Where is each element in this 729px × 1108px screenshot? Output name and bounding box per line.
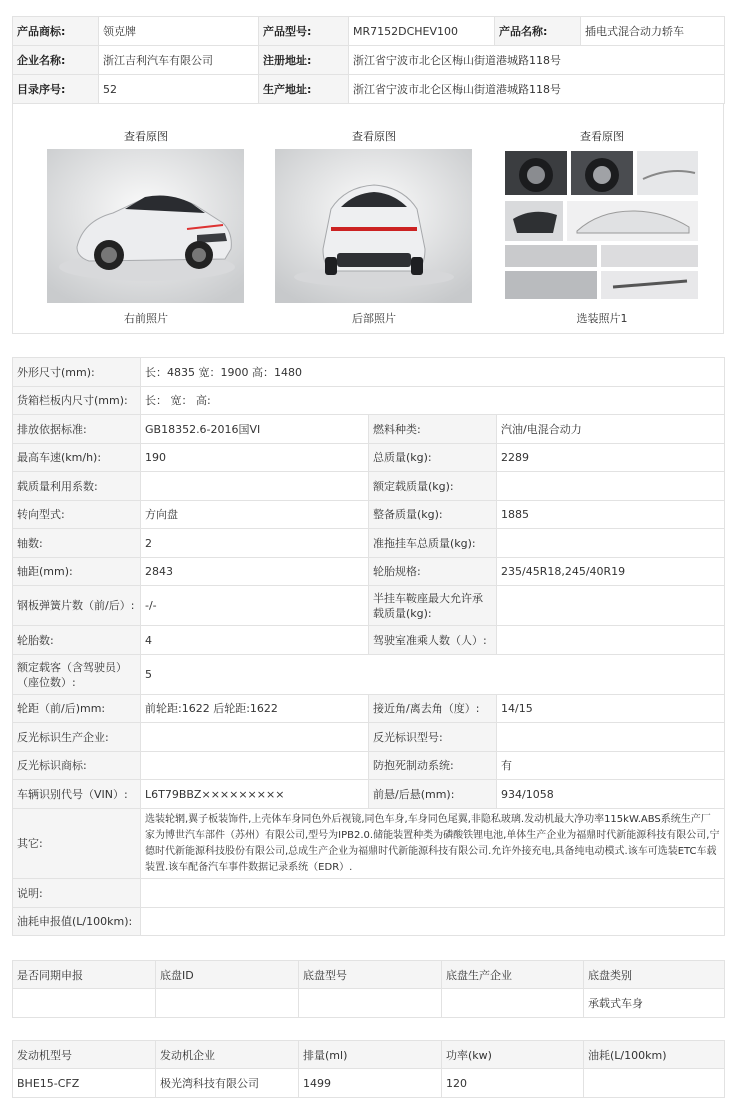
rear-image[interactable] (275, 149, 472, 303)
note-label: 说明: (13, 879, 141, 908)
dims-value: 长：4835 宽：1900 高：1480 (141, 358, 725, 387)
fuel-type-value: 汽油/电混合动力 (497, 415, 725, 444)
catalog-value: 52 (99, 75, 259, 104)
fuel-consumption-value (141, 908, 725, 936)
chassis-header-cell: 是否同期申报 (13, 961, 156, 989)
other-value: 选装轮辋,翼子板装饰件,上壳体车身同色外后视镜,同色车身,车身同色尾翼,非隐私玻璃.发动机最大净功率115kW.ABS系统生产厂家为博世汽车部件（苏州）有限公司,型号为IPB2.0.储能装置种类为磷酸铁锂电池,单体生产企业为福鼎时代新能源科技有限公司,宁德时代新能源科技股份有限公司,总成生产企业为福鼎时代新能源科技有限公司.允许外接充电,具备纯电动模式.该车可选装ETC车载装置.该车配备汽车事件数据记录系统（EDR）. (141, 809, 725, 879)
engine-header-cell: 排量(ml) (299, 1041, 442, 1069)
photo-front (46, 103, 246, 333)
company-label: 企业名称: (13, 46, 99, 75)
chassis-header-cell: 底盘生产企业 (442, 961, 584, 989)
options-caption: 选装照片1 (576, 312, 628, 325)
wheelbase-label: 轴距(mm): (13, 558, 141, 586)
rear-caption: 后部照片 (352, 312, 396, 325)
photo-rear (274, 103, 474, 333)
prod-address-value: 浙江省宁波市北仑区梅山街道港城路118号 (349, 75, 725, 104)
chassis-cell (299, 989, 442, 1018)
product-name-label: 产品名称: (495, 17, 581, 46)
fuel-consumption-label: 油耗申报值(L/100km): (13, 908, 141, 936)
load-util-value (141, 472, 369, 501)
reflector-model-label: 反光标识型号: (369, 723, 497, 752)
seats-label: 额定载客（含驾驶员）（座位数）: (13, 655, 141, 695)
company-value: 浙江吉利汽车有限公司 (99, 46, 259, 75)
chassis-header-cell: 底盘类别 (584, 961, 725, 989)
overhang-value: 934/1058 (497, 780, 725, 809)
tire-spec-value: 235/45R18,245/40R19 (497, 558, 725, 586)
engine-displacement-cell: 1499 (299, 1069, 442, 1098)
springs-value: -/- (141, 586, 369, 626)
chassis-header-cell: 底盘ID (156, 961, 299, 989)
reflector-maker-label: 反光标识生产企业: (13, 723, 141, 752)
spec-table (12, 357, 725, 936)
front-right-image[interactable] (47, 149, 244, 303)
prod-address-label: 生产地址: (259, 75, 349, 104)
max-speed-value: 190 (141, 444, 369, 472)
angles-label: 接近角/离去角（度）: (369, 695, 497, 723)
engine-power-cell: 120 (442, 1069, 584, 1098)
reflector-model-value (497, 723, 725, 752)
vin-label: 车辆识别代号（VIN）: (13, 780, 141, 809)
rated-load-label: 额定载质量(kg): (369, 472, 497, 501)
engine-header-cell: 发动机企业 (156, 1041, 299, 1069)
brand-label: 产品商标: (13, 17, 99, 46)
saddle-load-label: 半挂车鞍座最大允许承载质量(kg): (369, 586, 497, 626)
abs-label: 防抱死制动系统: (369, 752, 497, 780)
chassis-table (12, 960, 725, 1018)
saddle-load-value (497, 586, 725, 626)
chassis-cell (13, 989, 156, 1018)
front-right-caption: 右前照片 (124, 312, 168, 325)
engine-header-cell: 功率(kw) (442, 1041, 584, 1069)
catalog-label: 目录序号: (13, 75, 99, 104)
seats-value: 5 (141, 655, 725, 695)
engine-fuel-cell (584, 1069, 725, 1098)
chassis-header-cell: 底盘型号 (299, 961, 442, 989)
track-label: 轮距（前/后)mm: (13, 695, 141, 723)
total-mass-label: 总质量(kg): (369, 444, 497, 472)
cab-capacity-label: 驾驶室准乘人数（人）: (369, 626, 497, 655)
steering-label: 转向型式: (13, 501, 141, 529)
emission-value: GB18352.6-2016国VI (141, 415, 369, 444)
springs-label: 钢板弹簧片数（前/后）: (13, 586, 141, 626)
trailer-mass-label: 准拖挂车总质量(kg): (369, 529, 497, 558)
basic-info-table (12, 16, 725, 104)
cargo-value: 长： 宽： 高: (141, 387, 725, 415)
abs-value: 有 (497, 752, 725, 780)
model-value: MR7152DCHEV100 (349, 17, 495, 46)
axles-label: 轴数: (13, 529, 141, 558)
brand-value: 领克牌 (99, 17, 259, 46)
wheelbase-value: 2843 (141, 558, 369, 586)
axles-value: 2 (141, 529, 369, 558)
overhang-label: 前悬/后悬(mm): (369, 780, 497, 809)
engine-table (12, 1040, 725, 1098)
chassis-cell (156, 989, 299, 1018)
product-name-value: 插电式混合动力轿车 (581, 17, 725, 46)
rated-load-value (497, 472, 725, 501)
tire-count-label: 轮胎数: (13, 626, 141, 655)
track-value: 前轮距:1622 后轮距:1622 (141, 695, 369, 723)
view-original-link[interactable]: 查看原图 (124, 130, 168, 143)
steering-value: 方向盘 (141, 501, 369, 529)
reflector-brand-label: 反光标识商标: (13, 752, 141, 780)
curb-mass-label: 整备质量(kg): (369, 501, 497, 529)
vin-value: L6T79BBZ××××××××× (141, 780, 369, 809)
reg-address-label: 注册地址: (259, 46, 349, 75)
fuel-type-label: 燃料种类: (369, 415, 497, 444)
note-value (141, 879, 725, 908)
engine-header-cell: 油耗(L/100km) (584, 1041, 725, 1069)
chassis-cell: 承载式车身 (584, 989, 725, 1018)
max-speed-label: 最高车速(km/h): (13, 444, 141, 472)
model-label: 产品型号: (259, 17, 349, 46)
total-mass-value: 2289 (497, 444, 725, 472)
reflector-maker-value (141, 723, 369, 752)
dims-label: 外形尺寸(mm): (13, 358, 141, 387)
chassis-cell (442, 989, 584, 1018)
angles-value: 14/15 (497, 695, 725, 723)
view-original-link[interactable]: 查看原图 (352, 130, 396, 143)
photo-panel (12, 103, 724, 334)
tire-count-value: 4 (141, 626, 369, 655)
cab-capacity-value (497, 626, 725, 655)
photo-options (502, 103, 702, 333)
curb-mass-value: 1885 (497, 501, 725, 529)
view-original-link[interactable]: 查看原图 (580, 130, 624, 143)
cargo-label: 货箱栏板内尺寸(mm): (13, 387, 141, 415)
tire-spec-label: 轮胎规格: (369, 558, 497, 586)
engine-model-cell: BHE15-CFZ (13, 1069, 156, 1098)
reflector-brand-value (141, 752, 369, 780)
engine-maker-cell: 极光湾科技有限公司 (156, 1069, 299, 1098)
other-label: 其它: (13, 809, 141, 879)
options-collage-image[interactable] (503, 149, 700, 303)
engine-header-cell: 发动机型号 (13, 1041, 156, 1069)
load-util-label: 载质量利用系数: (13, 472, 141, 501)
emission-label: 排放依据标准: (13, 415, 141, 444)
reg-address-value: 浙江省宁波市北仑区梅山街道港城路118号 (349, 46, 725, 75)
trailer-mass-value (497, 529, 725, 558)
